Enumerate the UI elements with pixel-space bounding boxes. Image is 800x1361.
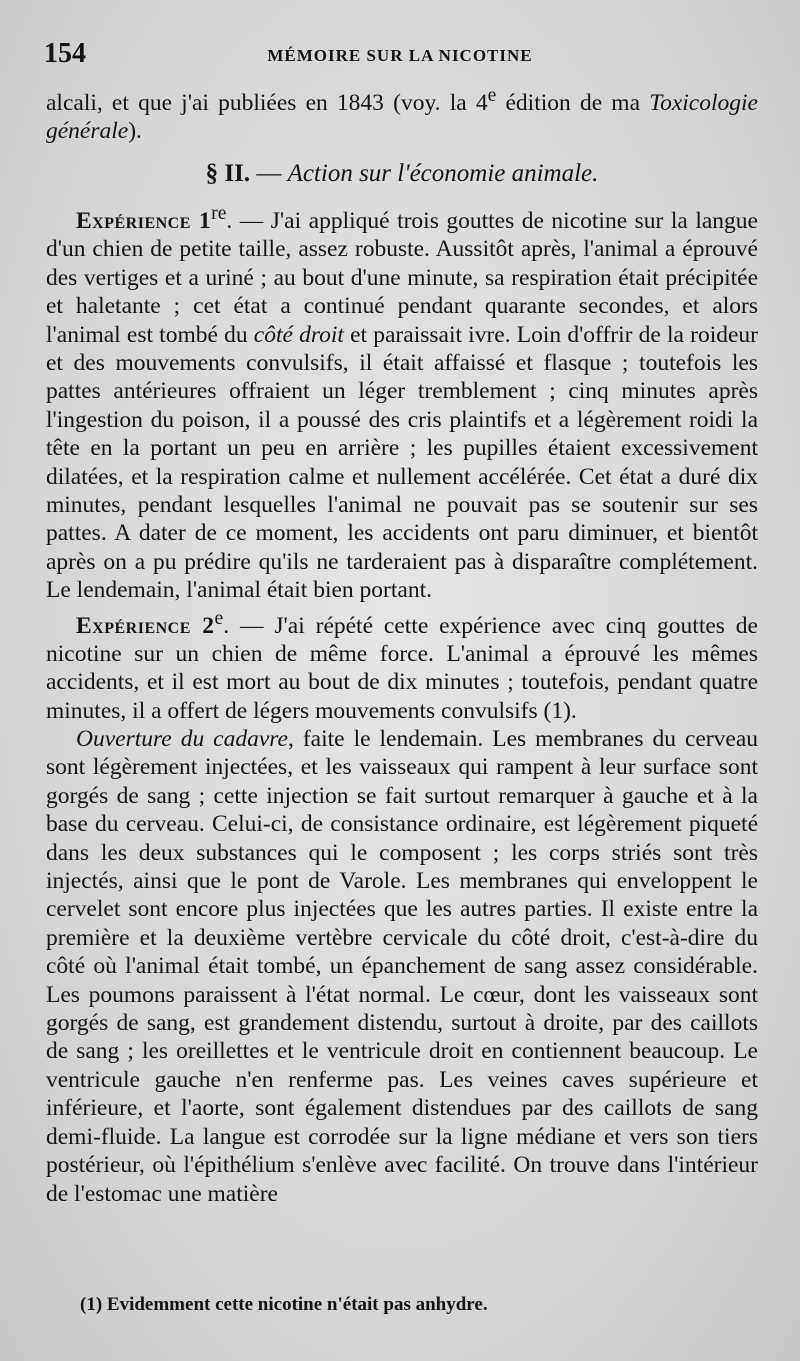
- body-text: [46, 82, 758, 1208]
- footnote: (1) Evidemment cette nicotine n'était pas anhydre.: [80, 1294, 488, 1315]
- experience-2-superscript: e: [214, 607, 224, 629]
- autopsy-paragraph: [46, 725, 758, 1208]
- experience-2-text: . — J'ai répété cette expérience avec cinq gouttes de nicotine sur un chien de même force. L'animal a éprouvé les mêmes accidents, et il est mort au bout de dix minutes ; toutefois, pendant quatre minutes, il a offert de légers mouvements convulsifs (1).: [46, 612, 758, 724]
- intro-text: alcali, et que j'ai publiées en 1843 (voy. la 4: [46, 89, 488, 116]
- autopsy-heading: Ouverture du cadavre: [76, 726, 288, 753]
- page-header: [44, 38, 756, 78]
- experience-1-label: Expérience 1: [76, 207, 212, 234]
- experience-2-paragraph: [46, 605, 758, 725]
- intro-superscript: e: [487, 85, 497, 106]
- intro-text-2: édition de ma: [496, 89, 650, 116]
- experience-1-superscript: re: [211, 203, 227, 225]
- intro-end: ).: [128, 118, 142, 145]
- page-number: 154: [44, 38, 86, 69]
- intro-book-title: Toxicologie générale: [46, 89, 758, 145]
- experience-1-paragraph: [46, 200, 758, 605]
- experience-2-label: Expérience 2: [76, 612, 215, 639]
- autopsy-text: , faite le lendemain. Les membranes du cerveau sont légèrement injectées, et les vaisseaux qui rampent à leur surface sont gorgés de sang ; cette injection se fait surtout remarquer à gauche et à la base du cerveau. Celui-ci, de consistance ordinaire, est légèrement piqueté dans les deux substances qui le composent ; les corps striés sont très injectés, ainsi que le pont de Varole. Les membranes qui enveloppent le cervelet sont encore plus injectées que les autres parties. Il existe entre la première et la deuxième vertèbre cervicale du côté droit, c'est-à-dire du côté où l'animal était tombé, un épanchement de sang assez considérable. Les poumons paraissent à l'état normal. Le cœur, dont les vaisseaux sont gorgés de sang, est grandement distendu, surtout à droite, par des caillots de sang ; les oreillettes et le ventricule droit en contiennent beaucoup. Le ventricule gauche n'en renferme pas. Les veines caves supérieure et inférieure, et l'aorte, sont également distendues par des caillots de sang demi-fluide. La langue est corrodée sur la ligne médiane et vers son tiers postérieur, où l'épithélium s'enlève avec facilité. On trouve dans l'intérieur de l'estomac une matière: [46, 726, 758, 1207]
- intro-paragraph: [46, 82, 758, 146]
- experience-1-text-a: . — J'ai appliqué trois gouttes de nicotine sur la langue d'un chien de petite taille, assez robuste. Aussitôt après, l'animal a éprouvé des vertiges et a uriné ; au bout d'une minute, sa respiration était précipitée et haletante ; cet état a continué pendant quarante secondes, et alors l'animal est tombé du: [46, 207, 758, 348]
- section-number: § II.: [205, 159, 251, 187]
- running-head: MÉMOIRE SUR LA NICOTINE: [267, 46, 533, 65]
- section-heading: [46, 160, 758, 188]
- section-title: Action sur l'économie animale.: [287, 159, 599, 187]
- experience-1-italic: côté droit: [253, 321, 344, 348]
- section-dash: —: [250, 159, 288, 187]
- experience-1-text-b: et paraissait ivre. Loin d'offrir de la roideur et des mouvements convulsifs, il était affaissé et flasque ; toutefois les pattes antérieures offraient un léger tremblement ; cinq minutes après l'ingestion du poison, il a poussé des cris plaintifs et a légèrement roidi la tête en la portant un peu en arrière ; les pupilles étaient excessivement dilatées, et la respiration calme et nullement accélérée. Cet état a duré dix minutes, pendant lesquelles l'animal ne pouvait pas se soutenir sur ses pattes. A dater de ce moment, les accidents ont paru diminuer, et bientôt après on a pu prédire qu'ils ne tarderaient pas à disparaître complétement. Le lendemain, l'animal était bien portant.: [46, 321, 759, 604]
